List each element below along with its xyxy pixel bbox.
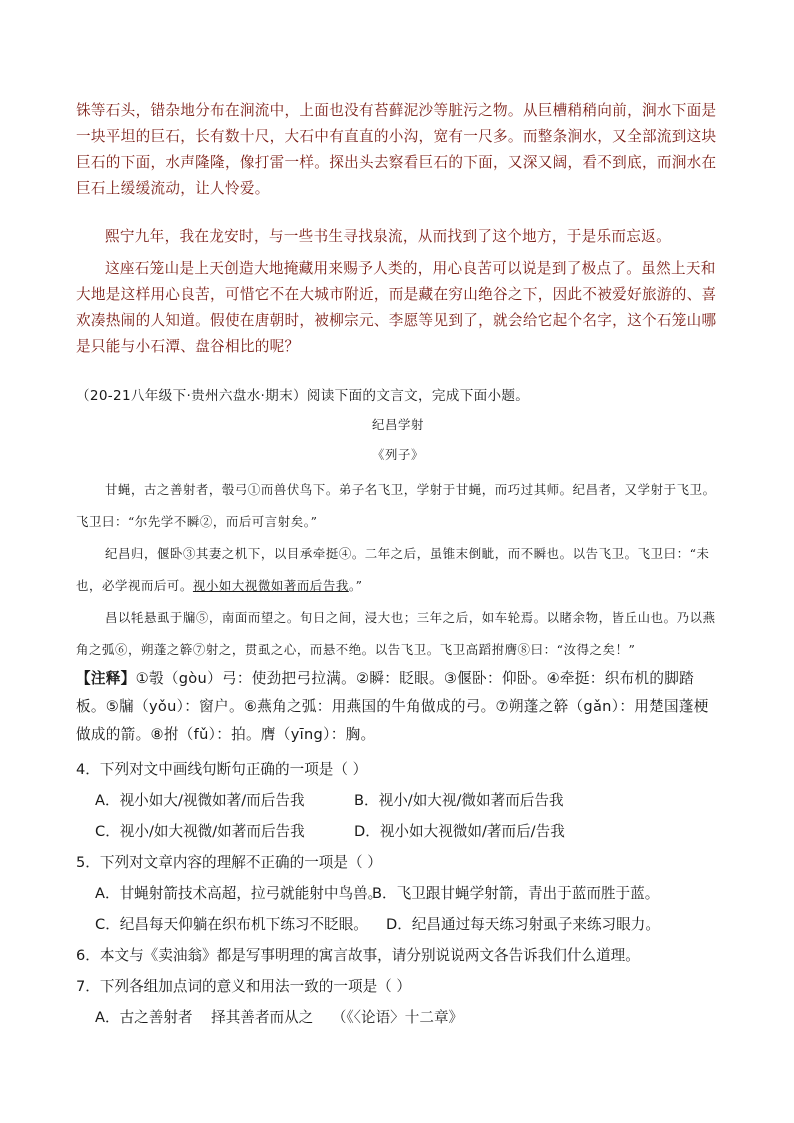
classical-paragraph-3: 昌以牦悬虱于牖⑤，南面而望之。旬日之间，浸大也；三年之后，如车轮焉。以睹余物，皆丘山也。乃以燕角之弧⑥，朔蓬之簳⑦射之，贯虱之心，而悬不绝。以告飞卫。飞卫高蹈拊膺⑧曰：“汝得之矣！” — [76, 610, 716, 657]
classical-paragraph-1: 甘蝇，古之善射者，彀弓①而兽伏鸟下。弟子名飞卫，学射于甘蝇，而巧过其师。纪昌者，又学射于飞卫。飞卫曰：“尔先学不瞬②，而后可言射矣。” — [76, 482, 716, 529]
question-5-stem: 5．下列对文章内容的理解不正确的一项是（ ） — [76, 854, 382, 871]
question-source: （20-21八年级下·贵州六盘水·期末）阅读下面的文言文，完成下面小题。 — [76, 388, 530, 404]
translation-paragraph-2: 熙宁九年，我在龙安时，与一些书生寻找泉流，从而找到了这个地方，于是乐而忘返。 — [105, 228, 671, 245]
question-4-stem: 4．下列对文中画线句断句正确的一项是（ ） — [76, 761, 368, 778]
question-7-option-a[interactable]: A．古之善射者 择其善者而从之 （《〈论语〉十二章》 — [95, 1009, 464, 1026]
question-5-option-c[interactable]: C．纪昌每天仰躺在织布机下练习不眨眼。 — [95, 916, 368, 933]
notes-section — [76, 665, 720, 749]
notes-text: ①彀（gòu）弓：使劲把弓拉满。②瞬：眨眼。③偃卧：仰卧。④牵挺：织布机的脚踏板。⑤牖（yǒu）：窗户。⑥燕角之弧：用燕国的牛角做成的弓。⑦朔蓬之簳（gǎn）：用楚国蓬梗做成的箭。⑧拊（fǔ）：拍。膺（yīng）：胸。 — [76, 670, 709, 743]
question-4-option-c[interactable]: C．视小/如大视微/如著而后告我 — [95, 823, 305, 840]
translation-paragraph-1: 铢等石头，错杂地分布在涧流中，上面也没有苔藓泥沙等脏污之物。从巨槽稍稍向前，涧水下面是一块平坦的巨石，长有数十尺，大石中有直直的小沟，宽有一尺多。而整条涧水，又全部流到这块巨石的下面，水声隆隆，像打雷一样。探出头去察看巨石的下面，又深又阔，看不到底，而涧水在巨石上缓缓流动，让人怜爱。 — [76, 102, 717, 197]
classical-title: 纪昌学射 — [372, 417, 424, 432]
question-4-option-d[interactable]: D．视小如大视微如/著而后/告我 — [354, 823, 565, 840]
classical-author: 《列子》 — [372, 447, 424, 462]
question-5-option-b[interactable]: B．飞卫跟甘蝇学射箭，青出于蓝而胜于蓝。 — [372, 885, 660, 902]
question-5-option-a[interactable]: A．甘蝇射箭技术高超，拉弓就能射中鸟兽。 — [95, 885, 383, 902]
question-7-stem: 7．下列各组加点词的意义和用法一致的一项是（ ） — [76, 978, 411, 995]
closing-quote: 。” — [348, 578, 363, 593]
question-6-stem: 6．本文与《卖油翁》都是写事明理的寓言故事，请分别说说两文各告诉我们什么道理。 — [76, 947, 640, 964]
classical-paragraph-2-text: 纪昌归，偃卧③其妻之机下，以目承牵挺④。二年之后，虽锥末倒眦，而不瞬也。以告飞卫。飞卫曰：“未也，必学视而后可。 — [76, 546, 710, 593]
question-5-option-d[interactable]: D．纪昌通过每天练习射虱子来练习眼力。 — [386, 916, 660, 933]
translation-paragraph-3: 这座石笼山是上天创造大地掩藏用来赐予人类的，用心良苦可以说是到了极点了。虽然上天和大地是这样用心良苦，可惜它不在大城市附近，而是藏在穷山绝谷之下，因此不被爱好旅游的、喜欢凑热闹的人知道。假使在唐朝时，被柳宗元、李愿等见到了，就会给它起个名字，这个石笼山哪是只能与小石潭、盘谷相比的呢？ — [76, 260, 717, 355]
classical-paragraph-2 — [76, 538, 720, 602]
underlined-sentence: 视小如大视微如著而后告我 — [192, 578, 349, 593]
question-4-option-b[interactable]: B．视小/如大视/微如著而后告我 — [354, 792, 564, 809]
question-4-option-a[interactable]: A．视小如大/视微如著/而后告我 — [95, 792, 305, 809]
notes-label: 【注释】 — [76, 670, 136, 687]
